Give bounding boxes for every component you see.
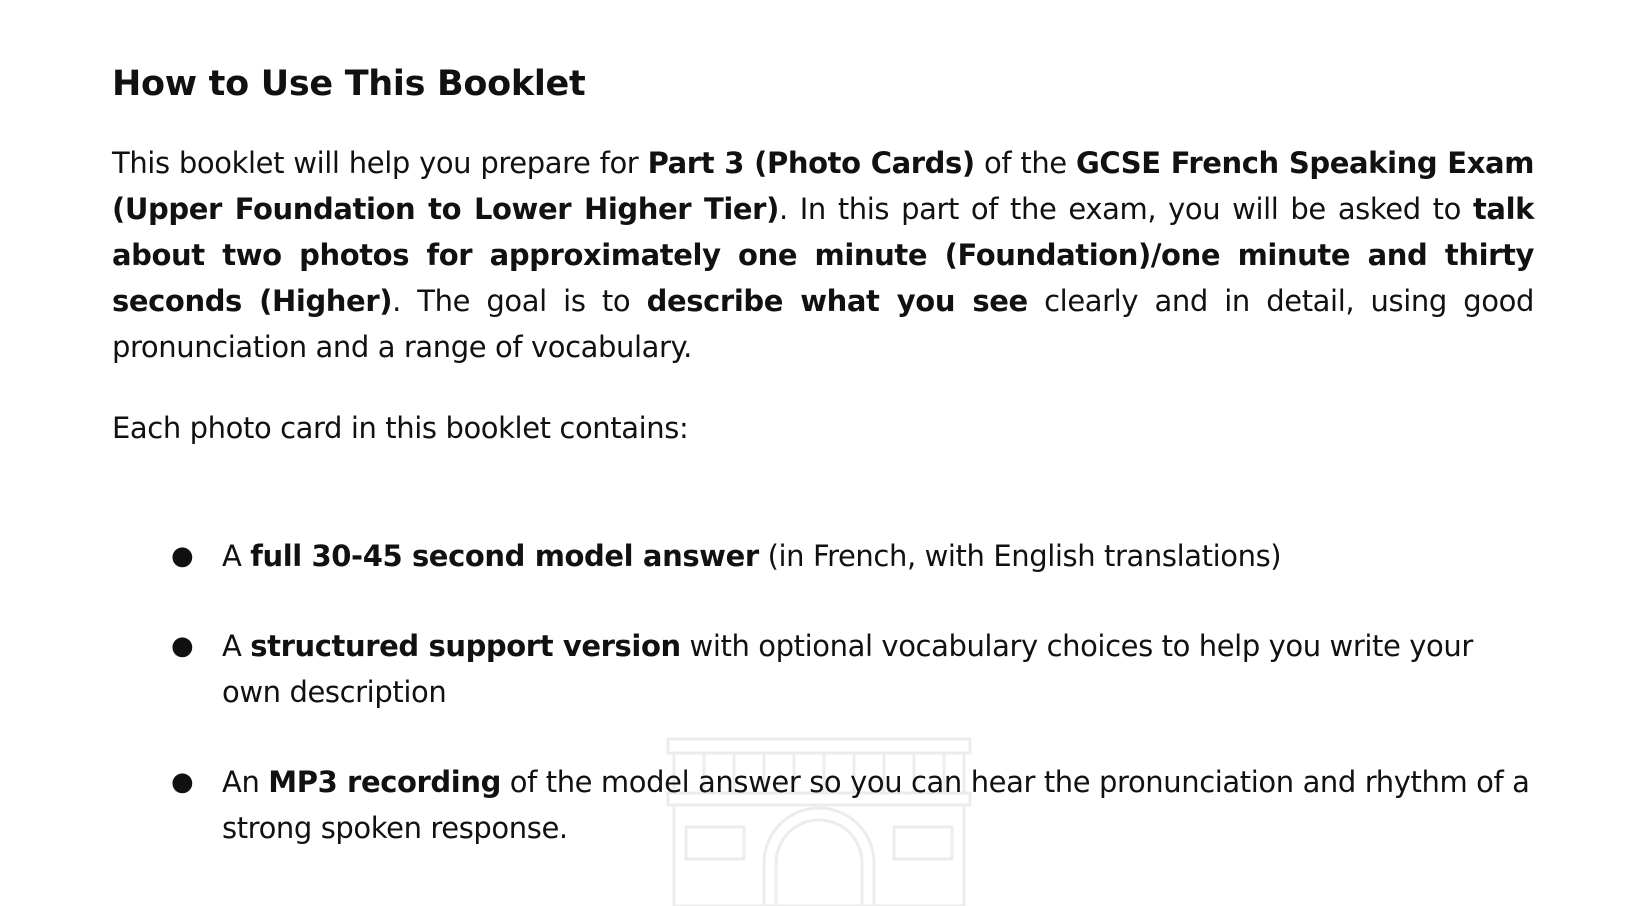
list-item-text: (in French, with English translations) xyxy=(758,539,1282,573)
list-item xyxy=(112,533,1534,579)
list-item-bold: structured support version xyxy=(250,629,681,663)
page-title: How to Use This Booklet xyxy=(112,64,586,104)
contents-list xyxy=(112,533,1534,851)
bullet-icon: ● xyxy=(171,631,194,661)
intro-bold-goal: describe what you see xyxy=(646,284,1028,318)
content-column xyxy=(112,58,1534,851)
intro-text-5: clearly and in detail, using good pronunciation and a range of vocabulary. xyxy=(112,284,1534,364)
contents-lead: Each photo card in this booklet contains: xyxy=(112,411,689,445)
list-item xyxy=(112,759,1534,851)
intro-text-2: of the xyxy=(974,146,1076,180)
list-item xyxy=(112,623,1534,715)
intro-bold-part-3: Part 3 (Photo Cards) xyxy=(647,146,975,180)
list-item-bold: full 30-45 second model answer xyxy=(250,539,759,573)
list-item-text: An xyxy=(222,765,269,799)
list-item-text: with optional vocabulary choices to help you write your own description xyxy=(222,629,1473,709)
intro-bold-exam-name: GCSE French Speaking Exam (Upper Foundation to Lower Higher Tier) xyxy=(112,146,1535,226)
bullet-icon: ● xyxy=(171,767,194,797)
list-item-text: of the model answer so you can hear the pronunciation and rhythm of a strong spoken response. xyxy=(222,765,1530,845)
intro-bold-duration: talk about two photos for approximately one minute (Foundation)/one minute and thirty seconds (Higher) xyxy=(112,192,1535,318)
intro-text-3: . In this part of the exam, you will be asked to xyxy=(778,192,1473,226)
list-item-bold: MP3 recording xyxy=(268,765,501,799)
bullet-icon: ● xyxy=(171,541,194,571)
intro-paragraph xyxy=(112,140,1534,370)
list-item-text: A xyxy=(222,539,251,573)
intro-text-4: . The goal is to xyxy=(392,284,647,318)
intro-text-1: This booklet will help you prepare for xyxy=(112,146,648,180)
list-item-text: A xyxy=(222,629,251,663)
